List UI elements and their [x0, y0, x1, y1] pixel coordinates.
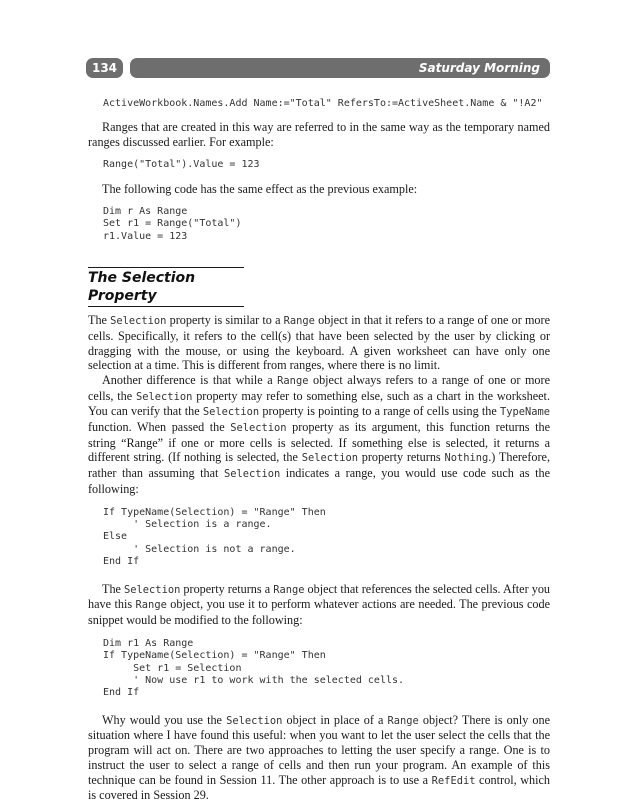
heading-rule: [88, 267, 244, 268]
code-block-set-r1: Dim r1 As Range If TypeName(Selection) = "Range" Then Set r1 = Selection ' Now use r1 to work with the selected cells. End If: [103, 637, 405, 699]
paragraph-selection-difference: Another difference is that while a Range object always refers to a range of one or more cells, the Selection property may refer to something else, such as a chart in the worksheet. You can verify that the Selection property is pointing to a range of cells using the TypeName function. When passed the Selection property as its argument, this function returns the string “Range” if one or more cells is selected. If something else is selected, it returns a different string. (If nothing is selected, the Selection property returns Nothing.) Therefore, rather than assuming that Selection indicates a range, you would use code such as the following:: [88, 372, 550, 496]
paragraph-why-selection: Why would you use the Selection object in place of a Range object? There is only one situation where I have found this useful: when you want to let the user select the cells that the program will act on. There are two approaches to letting the user specify a range. One is to instruct the user to select a range of cells and then run your program. An example of this technique can be found in Session 11. The other approach is to use a RefEdit control, which is covered in Session 29.: [88, 712, 551, 803]
code-block-dim-r: Dim r As Range Set r1 = Range("Total") r1.Value = 123: [103, 205, 242, 242]
paragraph-selection-intro: The Selection property is similar to a Range object in that it refers to a range of one or more cells. Specifically, it refers to the cell(s) that have been selected by the user by clicking or dragging with the mouse, or using the keyboard. A given worksheet can have only one selection at a time. This is different from ranges, where there is no limit.: [88, 313, 550, 373]
code-block-typename-check: If TypeName(Selection) = "Range" Then ' Selection is a range. Else ' Selection is not a range. End If: [103, 506, 326, 568]
paragraph-named-ranges: Ranges that are created in this way are referred to in the same way as the temporary named ranges discussed earlier. For example:: [88, 120, 550, 150]
page-content: [88, 92, 550, 803]
code-block-range-total: Range("Total").Value = 123: [103, 158, 260, 170]
paragraph-selection-returns-range: The Selection property returns a Range object that references the selected cells. After you have this Range object, you use it to perform whatever actions are needed. The previous code snippet would be modified to the following:: [88, 581, 551, 628]
section-heading: The Selection Property: [88, 269, 244, 307]
running-header: Saturday Morning: [130, 58, 550, 78]
paragraph-same-effect: The following code has the same effect as the previous example:: [102, 182, 418, 197]
code-block-names-add: ActiveWorkbook.Names.Add Name:="Total" RefersTo:=ActiveSheet.Name & "!A2": [103, 98, 543, 109]
section-heading-block: [88, 267, 244, 307]
page-number-badge: 134: [86, 58, 123, 78]
